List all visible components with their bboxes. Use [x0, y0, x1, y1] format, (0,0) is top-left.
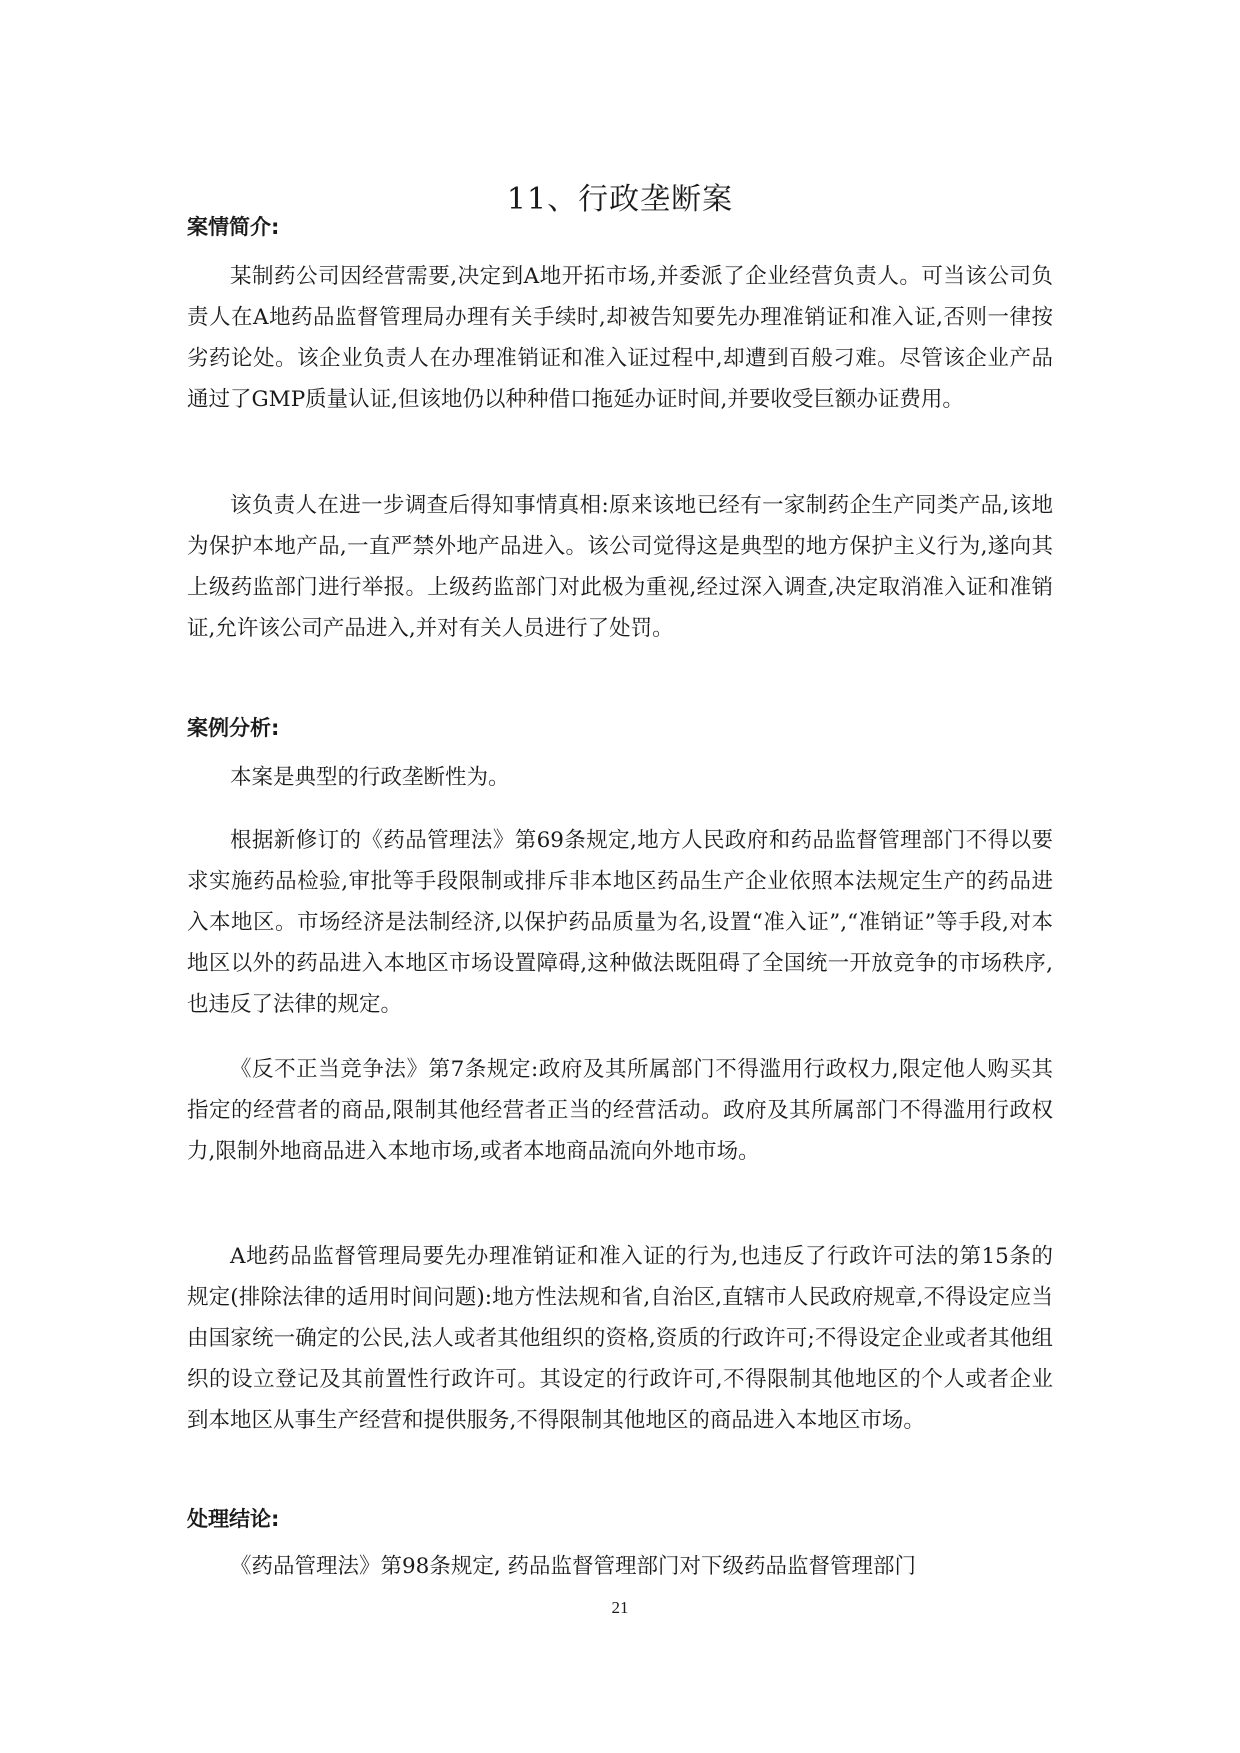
section-heading-intro: 案情简介: — [187, 215, 280, 239]
page-number: 21 — [611, 1598, 629, 1617]
analysis-paragraph-3: 《反不正当竞争法》第7条规定:政府及其所属部门不得滥用行政权力,限定他人购买其指定的经营者的商品,限制其他经营者正当的经营活动。政府及其所属部门不得滥用行政权力,限制外地商品进入本地市场,或者本地商品流向外地市场。 — [187, 1057, 1053, 1164]
intro-paragraph-2: 该负责人在进一步调查后得知事情真相:原来该地已经有一家制药企生产同类产品,该地为保护本地产品,一直严禁外地产品进入。该公司觉得这是典型的地方保护主义行为,遂向其上级药监部门进行举报。上级药监部门对此极为重视,经过深入调查,决定取消准入证和准销证,允许该公司产品进入,并对有关人员进行了处罚。 — [187, 493, 1053, 641]
analysis-paragraph-2: 根据新修订的《药品管理法》第69条规定,地方人民政府和药品监督管理部门不得以要求实施药品检验,审批等手段限制或排斥非本地区药品生产企业依照本法规定生产的药品进入本地区。市场经济是法制经济,以保护药品质量为名,设置“准入证”,“准销证”等手段,对本地区以外的药品进入本地区市场设置障碍,这种做法既阻碍了全国统一开放竞争的市场秩序,也违反了法律的规定。 — [187, 828, 1053, 1017]
page-title: 11、行政垄断案 — [506, 182, 734, 218]
section-heading-conclusion: 处理结论: — [187, 1507, 280, 1531]
section-heading-analysis: 案例分析: — [187, 716, 280, 740]
conclusion-paragraph-1: 《药品管理法》第98条规定, 药品监督管理部门对下级药品监督管理部门 — [230, 1554, 917, 1579]
analysis-paragraph-4: A地药品监督管理局要先办理准销证和准入证的行为,也违反了行政许可法的第15条的规定(排除法律的适用时间问题):地方性法规和省,自治区,直辖市人民政府规章,不得设定应当由国家统一确定的公民,法人或者其他组织的资格,资质的行政许可;不得设定企业或者其他组织的设立登记及其前置性行政许可。其设定的行政许可,不得限制其他地区的个人或者企业到本地区从事生产经营和提供服务,不得限制其他地区的商品进入本地区市场。 — [187, 1244, 1053, 1433]
analysis-paragraph-1: 本案是典型的行政垄断性为。 — [230, 765, 510, 790]
intro-paragraph-1: 某制药公司因经营需要,决定到A地开拓市场,并委派了企业经营负责人。可当该公司负责人在A地药品监督管理局办理有关手续时,却被告知要先办理准销证和准入证,否则一律按劣药论处。该企业负责人在办理准销证和准入证过程中,却遭到百般刁难。尽管该企业产品通过了GMP质量认证,但该地仍以种种借口拖延办证时间,并要收受巨额办证费用。 — [187, 264, 1053, 412]
